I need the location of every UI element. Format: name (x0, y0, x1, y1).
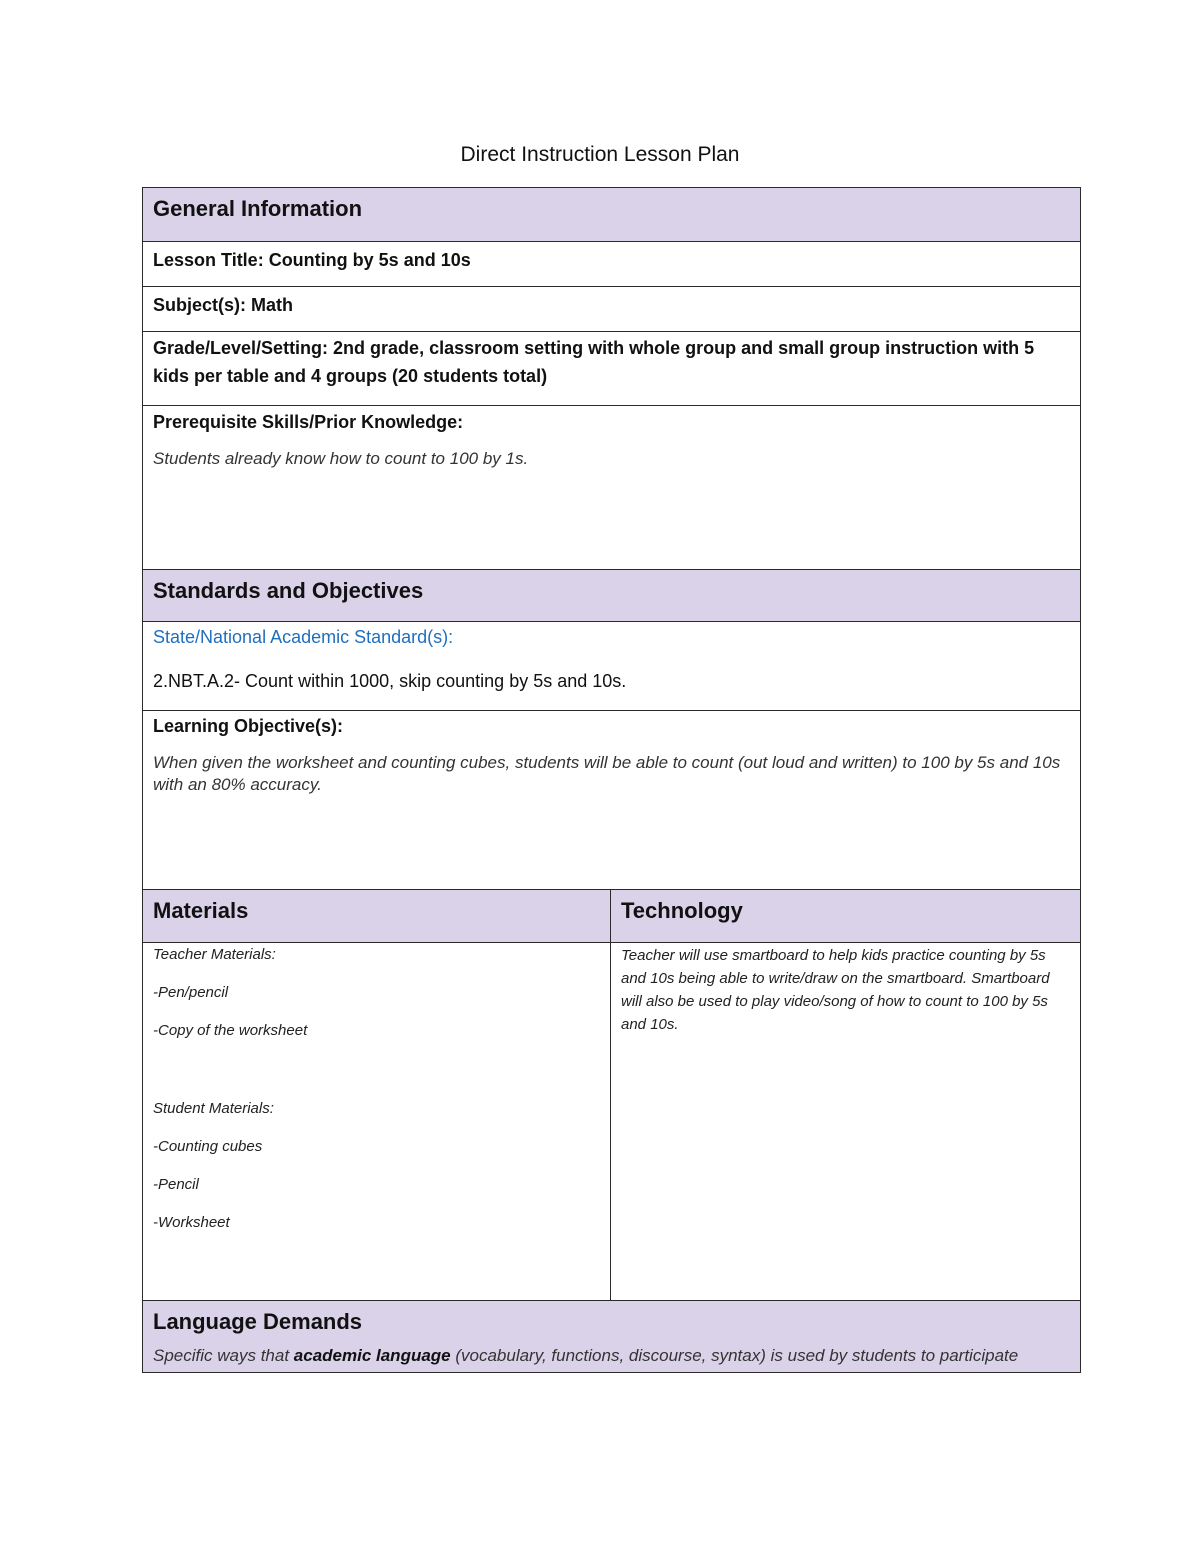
materials-heading: Materials (153, 898, 249, 923)
technology-text: Teacher will use smartboard to help kids practice counting by 5s and 10s being able to write/draw on the smartboard. Smartboard will also be used to play video/song of how to count to 100 by 5s and 10s. (621, 947, 1050, 1033)
standard-text: 2.NBT.A.2- Count within 1000, skip counting by 5s and 10s. (153, 671, 627, 691)
technology-cell (611, 943, 1080, 1300)
list-item: -Worksheet (153, 1214, 230, 1231)
grade-level-setting: Grade/Level/Setting: 2nd grade, classroom setting with whole group and small group instruction with 5 kids per table and 4 groups (20 students total) (153, 338, 1035, 386)
list-item: -Pencil (153, 1176, 199, 1193)
list-item: -Counting cubes (153, 1138, 263, 1155)
objective-row (143, 710, 1080, 889)
standards-heading: Standards and Objectives (153, 578, 424, 603)
list-item: -Pen/pencil (153, 984, 229, 1001)
materials-header (143, 890, 611, 942)
language-demands-section (143, 1300, 1080, 1372)
objective-label: Learning Objective(s): (153, 716, 344, 736)
lesson-title-row (143, 241, 1080, 286)
subjects-row (143, 286, 1080, 331)
subjects: Subject(s): Math (153, 295, 294, 315)
standard-label: State/National Academic Standard(s): (153, 627, 454, 647)
materials-technology-body (143, 942, 1080, 1300)
document-title: Direct Instruction Lesson Plan (460, 143, 740, 166)
general-information-header (143, 188, 1080, 241)
technology-header (611, 890, 1080, 942)
language-text-before: Specific ways that (153, 1346, 294, 1365)
grade-setting-row (143, 331, 1080, 405)
standard-row (143, 621, 1080, 710)
language-demands-heading: Language Demands (153, 1309, 363, 1334)
lesson-plan-table (142, 187, 1081, 1373)
objective-text: When given the worksheet and counting cubes, students will be able to count (out loud and written) to 100 by 5s and 10s with an 80% accuracy. (153, 753, 1061, 794)
teacher-materials-label: Teacher Materials: (153, 946, 276, 963)
lesson-title: Lesson Title: Counting by 5s and 10s (153, 250, 471, 270)
list-item: -Copy of the worksheet (153, 1022, 308, 1039)
general-information-heading: General Information (153, 196, 363, 221)
prerequisite-text: Students already know how to count to 100 by 1s. (153, 449, 529, 468)
standards-header (143, 569, 1080, 621)
technology-heading: Technology (621, 898, 743, 923)
student-materials-label: Student Materials: (153, 1100, 274, 1117)
academic-language-term: academic language (293, 1346, 451, 1365)
prerequisite-label: Prerequisite Skills/Prior Knowledge: (153, 412, 464, 432)
language-text-after: (vocabulary, functions, discourse, syntax) is used by students to participate (450, 1346, 1019, 1365)
language-demands-text (153, 1345, 1070, 1367)
prerequisite-row (143, 405, 1080, 569)
materials-technology-header (143, 889, 1080, 942)
materials-cell (143, 943, 611, 1300)
